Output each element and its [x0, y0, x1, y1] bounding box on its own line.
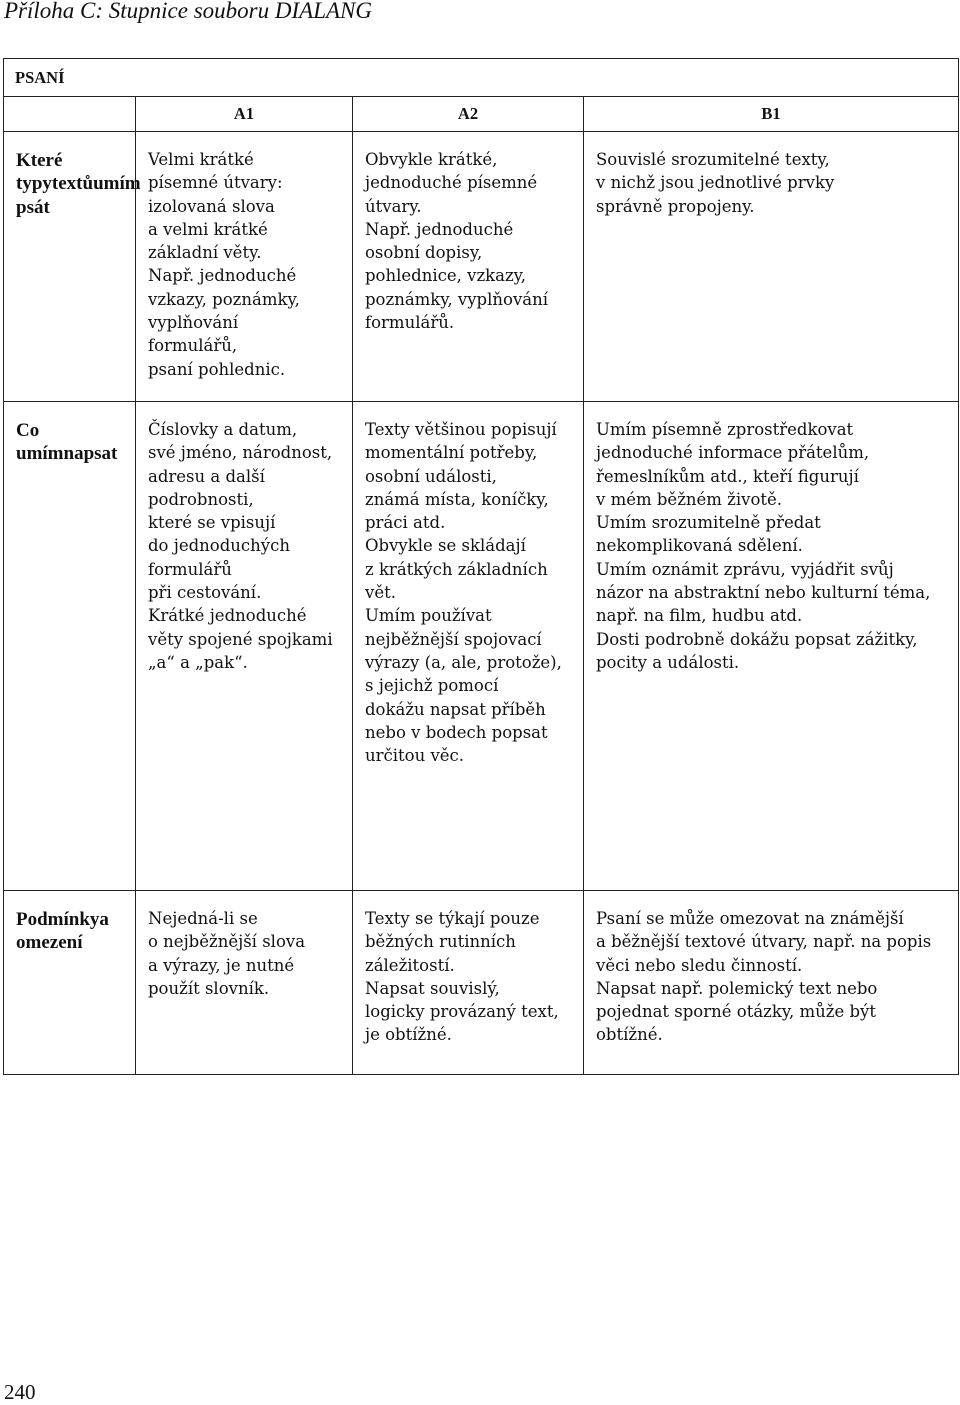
- text-line: umím psát: [16, 173, 141, 218]
- text-line: známá místa, koníčky,: [365, 489, 549, 509]
- text-line: při cestování.: [148, 583, 262, 603]
- level-header-a1: A1: [136, 97, 353, 132]
- text-line: věty spojené spojkami: [148, 629, 333, 649]
- row-header-text-types: [4, 132, 141, 402]
- cell-conditions-a1: [136, 891, 353, 1075]
- cell-text-types-a1: [136, 132, 353, 402]
- text-line: jednoduché informace přátelům,: [596, 443, 870, 463]
- text-line: momentální potřeby,: [365, 443, 538, 463]
- text-line: a běžnější textové útvary, např. na popis: [596, 932, 932, 952]
- text-line: osobní dopisy,: [365, 243, 483, 263]
- text-line: dokážu napsat příběh: [365, 699, 546, 719]
- text-line: Texty většinou popisují: [365, 420, 557, 439]
- page-number: 240: [4, 1380, 36, 1404]
- text-line: pohlednice, vzkazy,: [365, 266, 527, 286]
- text-line: do jednoduchých: [148, 536, 290, 556]
- text-line: běžných rutinních: [365, 932, 516, 952]
- text-line: které se vpisují: [148, 513, 276, 533]
- text-line: Psaní se může omezovat na známější: [596, 909, 904, 928]
- text-line: pocity a události.: [596, 652, 740, 672]
- cell-what-i-can-write-a1: [136, 402, 353, 891]
- text-line: vzkazy, poznámky,: [148, 289, 300, 309]
- text-line: Číslovky a datum,: [148, 420, 298, 439]
- row-header-what-i-can-write: [4, 402, 136, 891]
- text-line: např. na film, hudbu atd.: [596, 606, 803, 626]
- text-line: Co umím: [16, 420, 64, 465]
- text-line: v mém běžném životě.: [596, 489, 783, 509]
- text-line: „a“ a „pak“.: [148, 652, 248, 672]
- text-line: vět.: [365, 583, 396, 603]
- text-line: Napsat souvislý,: [365, 978, 500, 998]
- text-line: formulářů,: [148, 336, 238, 356]
- text-line: základní věty.: [148, 243, 262, 263]
- text-line: výrazy (a, ale, protože),: [365, 652, 562, 672]
- text-line: a velmi krátké: [148, 219, 268, 239]
- dialang-scale-table: [3, 58, 959, 1075]
- text-line: Texty se týkají pouze: [365, 909, 540, 928]
- cell-what-i-can-write-b1: [584, 402, 959, 891]
- text-line: a omezení: [16, 909, 109, 954]
- text-line: nejběžnější spojovací: [365, 629, 542, 649]
- text-line: věci nebo sledu činností.: [596, 955, 803, 975]
- text-line: adresu a další: [148, 466, 265, 486]
- text-line: textů: [51, 173, 94, 195]
- text-line: Obvykle se skládají: [365, 536, 526, 556]
- text-line: Podmínky: [16, 909, 100, 930]
- text-line: nebo v bodech popsat: [365, 722, 548, 742]
- text-line: řemeslníkům atd., kteří figurují: [596, 466, 859, 486]
- text-line: Krátké jednoduché: [148, 606, 307, 626]
- text-line: formulářů.: [365, 313, 455, 333]
- text-line: logicky provázaný text,: [365, 1002, 559, 1022]
- text-line: Umím používat: [365, 606, 492, 626]
- cell-text-types-a2: [353, 132, 584, 402]
- level-header-b1: B1: [584, 97, 959, 132]
- text-line: z krátkých základních: [365, 559, 548, 579]
- section-heading: PSANÍ: [4, 59, 959, 97]
- cell-text-types-b1: [584, 132, 959, 402]
- text-line: Které typy: [16, 150, 63, 195]
- text-line: Napsat např. polemický text nebo: [596, 978, 878, 998]
- text-line: formulářů: [148, 559, 232, 579]
- text-line: v nichž jsou jednotlivé prvky: [596, 173, 835, 193]
- text-line: Souvislé srozumitelné texty,: [596, 150, 830, 169]
- text-line: použít slovník.: [148, 978, 270, 998]
- text-line: a výrazy, je nutné: [148, 955, 295, 975]
- text-line: je obtížné.: [365, 1025, 452, 1045]
- page-title: Příloha C: Stupnice souboru DIALANG: [4, 0, 372, 23]
- text-line: Dosti podrobně dokážu popsat zážitky,: [596, 629, 918, 649]
- text-line: své jméno, národnost,: [148, 443, 333, 463]
- text-line: izolovaná slova: [148, 196, 275, 216]
- text-line: jednoduché písemné: [365, 173, 538, 193]
- text-line: písemné útvary:: [148, 173, 283, 193]
- text-line: vyplňování: [148, 313, 239, 333]
- text-line: o nejběžnější slova: [148, 932, 306, 952]
- text-line: napsat: [63, 443, 118, 465]
- text-line: Nejedná-li se: [148, 909, 258, 928]
- text-line: Umím oznámit zprávu, vyjádřit svůj: [596, 559, 894, 579]
- text-line: pojednat sporné otázky, může být: [596, 1002, 876, 1022]
- text-line: určitou věc.: [365, 746, 465, 766]
- text-line: Např. jednoduché: [148, 266, 297, 286]
- text-line: Obvykle krátké,: [365, 150, 498, 169]
- text-line: názor na abstraktní nebo kulturní téma,: [596, 583, 931, 603]
- text-line: s jejichž pomocí: [365, 676, 499, 696]
- corner-cell: [4, 97, 136, 132]
- text-line: poznámky, vyplňování: [365, 289, 549, 309]
- cell-what-i-can-write-a2: [353, 402, 584, 891]
- text-line: podrobnosti,: [148, 489, 254, 509]
- text-line: Umím srozumitelně předat: [596, 513, 821, 533]
- text-line: obtížné.: [596, 1025, 663, 1045]
- text-line: Velmi krátké: [148, 150, 254, 169]
- cell-conditions-a2: [353, 891, 584, 1075]
- text-line: osobní události,: [365, 466, 497, 486]
- text-line: Umím písemně zprostředkovat: [596, 420, 854, 439]
- row-header-conditions: [4, 891, 136, 1075]
- text-line: záležitostí.: [365, 955, 455, 975]
- text-line: práci atd.: [365, 513, 446, 533]
- text-line: psaní pohlednic.: [148, 359, 286, 379]
- text-line: správně propojeny.: [596, 196, 755, 216]
- cell-conditions-b1: [584, 891, 959, 1075]
- level-header-a2: A2: [353, 97, 584, 132]
- text-line: Např. jednoduché: [365, 219, 514, 239]
- text-line: útvary.: [365, 196, 422, 216]
- text-line: nekomplikovaná sdělení.: [596, 536, 803, 556]
